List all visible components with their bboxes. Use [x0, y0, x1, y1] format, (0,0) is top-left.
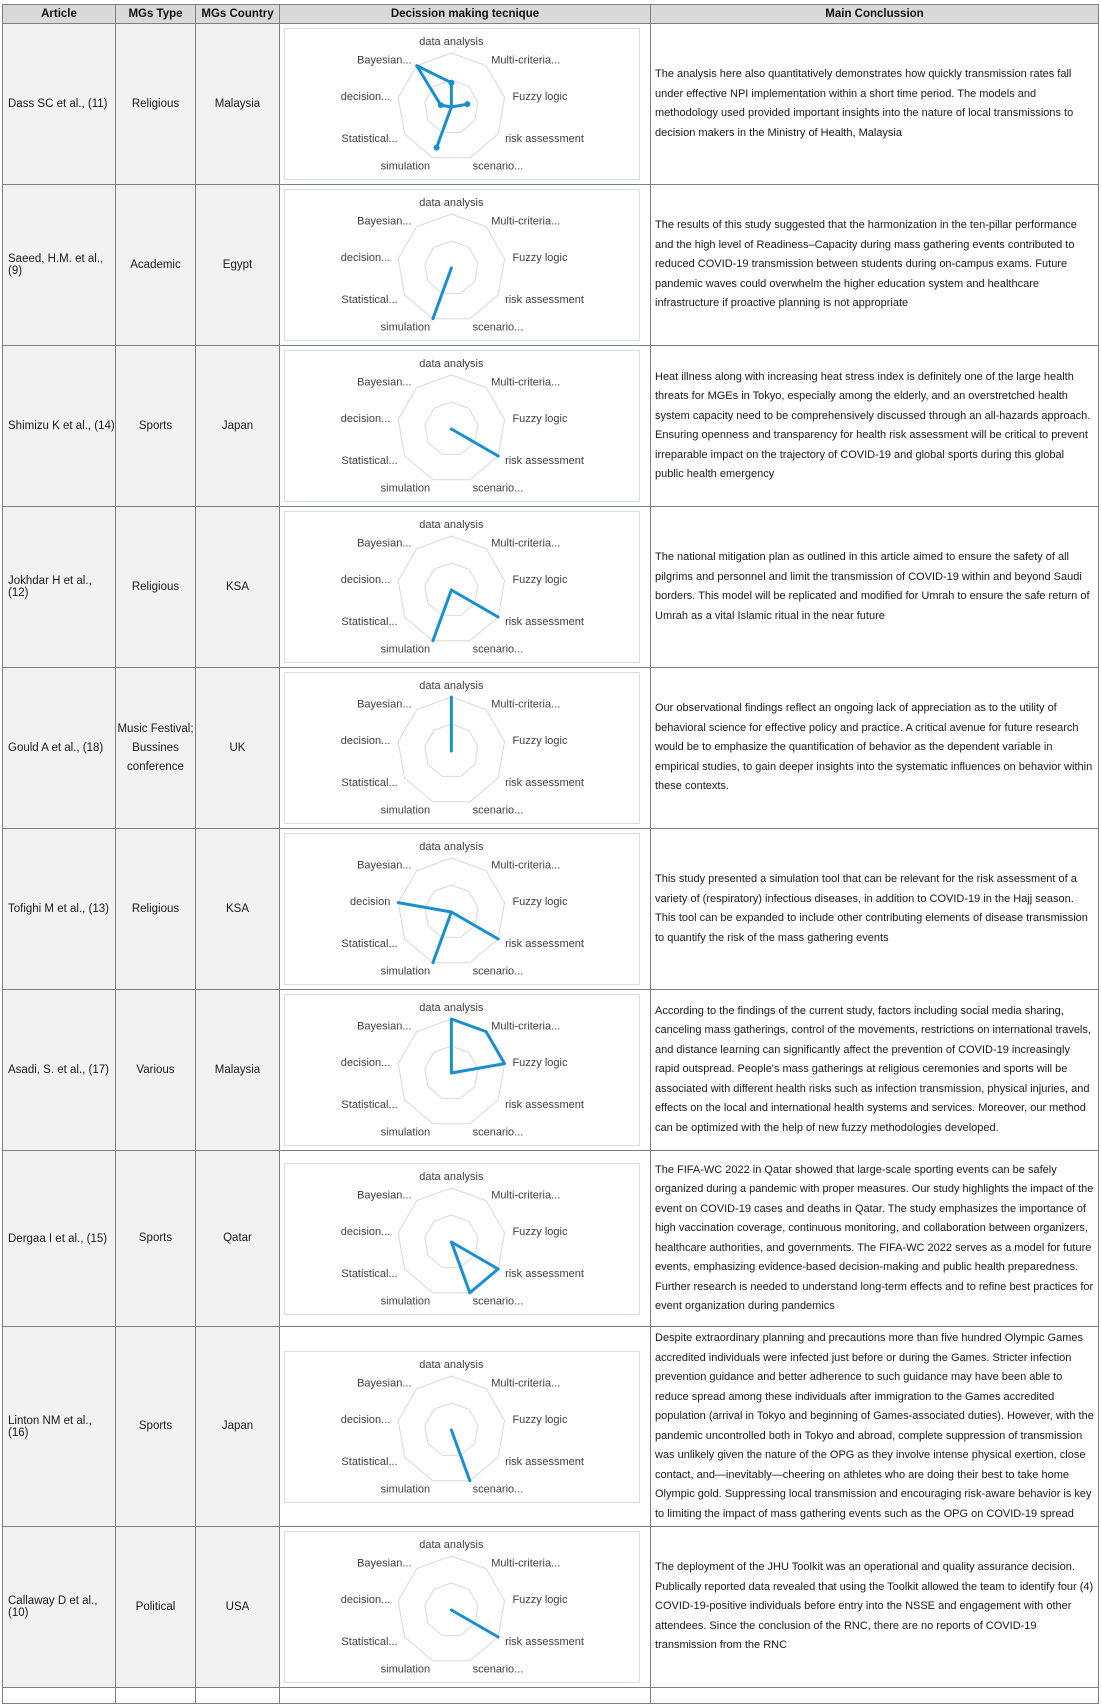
- axis-label-bayesian: Bayesian...: [357, 1377, 412, 1390]
- mgs-type-cell[interactable]: Sports: [116, 1327, 196, 1527]
- axis-label-decision: decision...: [340, 252, 391, 265]
- axis-label-statistical: Statistical...: [341, 133, 398, 145]
- axis-label-data-analysis: data analysis: [419, 1170, 484, 1183]
- axis-label-fuzzy-logic: Fuzzy logic: [512, 1057, 568, 1070]
- mgs-type-cell[interactable]: Sports: [116, 346, 196, 507]
- mgs-country-cell[interactable]: KSA: [196, 829, 280, 990]
- radar-chart-frame: [280, 990, 650, 1150]
- axis-label-multi-criteria: Multi-criteria...: [491, 698, 561, 711]
- conclusion-cell[interactable]: The deployment of the JHU Toolkit was an operational and quality assurance decision. Publically reported data revealed that using the Toolkit allowed the team to identify four (4) COVID-19-positive individuals before entry into the NSSE and engagement with other attendees. Since the conclusion of the RNC, there are no reports of COVID-19 transmission from the RNC: [651, 1527, 1099, 1688]
- mgs-type-cell[interactable]: Music Festival; Bussines conference: [116, 668, 196, 829]
- axis-label-statistical: Statistical...: [341, 1636, 398, 1648]
- conclusion-cell[interactable]: The national mitigation plan as outlined in this article aimed to ensure the safety of all pilgrims and personnel and limit the transmission of COVID-19 within and beyond Saudi borders. This model will be replicated and modified for Umrah to ensure the safe return of Umrah as a vital Islamic ritual in the near future: [651, 507, 1099, 668]
- radar-series-line[interactable]: [451, 1610, 498, 1637]
- article-cell[interactable]: Dergaa I et al., (15): [3, 1151, 116, 1327]
- axis-label-fuzzy-logic: Fuzzy logic: [512, 252, 568, 265]
- axis-label-fuzzy-logic: Fuzzy logic: [512, 1225, 568, 1238]
- axis-label-scenario: scenario...: [472, 1663, 524, 1676]
- axis-label-multi-criteria: Multi-criteria...: [491, 54, 561, 67]
- axis-label-decision: decision...: [340, 574, 391, 587]
- header-conclusion[interactable]: Main Conclussion: [651, 5, 1099, 24]
- axis-label-simulation: simulation: [380, 1294, 431, 1307]
- header-mgs-type[interactable]: MGs Type: [116, 5, 196, 24]
- radar-chart-plot-area[interactable]: [284, 28, 640, 180]
- axis-label-data-analysis: data analysis: [419, 680, 484, 692]
- radar-series-line[interactable]: [433, 590, 498, 641]
- conclusion-cell[interactable]: Our observational findings reflect an ongoing lack of appreciation as to the utility of behavioral science for effective policy and practice. A critical avenue for future research would be to emphasize the quantification of behavior as the dependent variable in empirical studies, to gain deeper insights into the systematic influences on behavior within these contexts.: [651, 668, 1099, 829]
- axis-label-simulation: simulation: [380, 160, 431, 173]
- radar-chart: [285, 190, 639, 340]
- radar-chart-frame: [280, 829, 650, 989]
- mgs-type-cell[interactable]: Sports: [116, 1151, 196, 1327]
- axis-label-bayesian: Bayesian...: [357, 215, 412, 228]
- radar-chart: [285, 1532, 639, 1682]
- technique-chart-cell[interactable]: [280, 990, 651, 1151]
- article-cell[interactable]: Saeed, H.M. et al., (9): [3, 185, 116, 346]
- table-row: [3, 24, 1099, 185]
- axis-label-simulation: simulation: [380, 1482, 431, 1495]
- axis-label-statistical: Statistical...: [341, 777, 398, 789]
- radar-chart-plot-area[interactable]: [284, 833, 640, 985]
- radar-chart-plot-area[interactable]: [284, 994, 640, 1146]
- radar-chart-plot-area[interactable]: [284, 1531, 640, 1683]
- radar-data-point[interactable]: [434, 145, 440, 151]
- radar-chart-frame: [280, 1347, 650, 1507]
- axis-label-fuzzy-logic: Fuzzy logic: [512, 91, 568, 104]
- axis-label-statistical: Statistical...: [341, 616, 398, 628]
- axis-label-bayesian: Bayesian...: [357, 859, 412, 872]
- axis-label-fuzzy-logic: Fuzzy logic: [512, 1413, 568, 1426]
- axis-label-decision: decision...: [340, 735, 391, 748]
- axis-label-decision: decision...: [340, 1057, 391, 1070]
- radar-series-line[interactable]: [398, 903, 498, 963]
- radar-chart-frame: [280, 1159, 650, 1319]
- axis-label-data-analysis: data analysis: [419, 1358, 484, 1371]
- header-row: [3, 5, 1099, 24]
- mgs-country-cell[interactable]: USA: [196, 1527, 280, 1688]
- axis-label-data-analysis: data analysis: [419, 358, 484, 370]
- radar-chart-plot-area[interactable]: [284, 1351, 640, 1503]
- radar-chart-frame: [280, 507, 650, 667]
- axis-label-fuzzy-logic: Fuzzy logic: [512, 574, 568, 587]
- table-row: [3, 346, 1099, 507]
- table-row: [3, 507, 1099, 668]
- technique-chart-cell[interactable]: [280, 668, 651, 829]
- conclusion-cell[interactable]: The analysis here also quantitatively demonstrates how quickly transmission rates fall under effective NPI implementation within a short time period. The models and methodology used provided important insights into the nature of local transmissions to decision makers in the Ministry of Health, Malaysia: [651, 24, 1099, 185]
- axis-label-simulation: simulation: [380, 965, 431, 978]
- table-row: [3, 668, 1099, 829]
- mgs-country-cell[interactable]: Malaysia: [196, 24, 280, 185]
- axis-label-scenario: scenario...: [472, 643, 524, 656]
- axis-label-data-analysis: data analysis: [419, 36, 484, 48]
- table-row: [3, 1151, 1099, 1327]
- axis-label-statistical: Statistical...: [341, 455, 398, 467]
- axis-label-statistical: Statistical...: [341, 1099, 398, 1111]
- table-row: [3, 990, 1099, 1151]
- article-cell[interactable]: Gould A et al., (18): [3, 668, 116, 829]
- radar-chart: [285, 351, 639, 501]
- radar-chart-frame: [280, 1527, 650, 1687]
- radar-chart-plot-area[interactable]: [284, 1163, 640, 1315]
- mgs-country-cell[interactable]: Japan: [196, 346, 280, 507]
- table-row: [3, 829, 1099, 990]
- radar-chart: [285, 673, 639, 823]
- axis-label-decision: decision...: [340, 413, 391, 426]
- axis-label-decision: decision...: [340, 1413, 391, 1426]
- radar-chart: [285, 29, 639, 179]
- axis-label-scenario: scenario...: [472, 1126, 524, 1139]
- axis-label-data-analysis: data analysis: [419, 1002, 484, 1014]
- empty-cell[interactable]: [116, 1688, 196, 1704]
- conclusion-cell[interactable]: The FIFA-WC 2022 in Qatar showed that large-scale sporting events can be safely organized during a pandemic with proper measures. Our study highlights the impact of the event on COVID-19 cases and deaths in Qatar. The study emphasizes the importance of high vaccination coverage, continuous monitoring, and collaboration between organizers, healthcare authorities, and governments. The FIFA-WC 2022 serves as a model for future events, emphasizing evidence-based decision-making and public health preparedness. Further research is needed to understand long-term effects and to refine best practices for event organization during pandemics: [651, 1151, 1099, 1327]
- radar-gridline: [398, 858, 504, 963]
- axis-label-risk-assessment: risk assessment: [505, 1267, 584, 1280]
- axis-label-multi-criteria: Multi-criteria...: [491, 215, 561, 228]
- axis-label-bayesian: Bayesian...: [357, 698, 412, 711]
- mgs-type-cell[interactable]: Religious: [116, 24, 196, 185]
- axis-label-multi-criteria: Multi-criteria...: [491, 1189, 561, 1202]
- axis-label-multi-criteria: Multi-criteria...: [491, 859, 561, 872]
- technique-chart-cell[interactable]: [280, 185, 651, 346]
- axis-label-scenario: scenario...: [472, 1482, 524, 1495]
- radar-gridline: [398, 1376, 504, 1481]
- header-article[interactable]: Article: [3, 5, 116, 24]
- empty-cell[interactable]: [3, 1688, 116, 1704]
- axis-label-bayesian: Bayesian...: [357, 54, 412, 67]
- axis-label-decision: decision...: [340, 1594, 391, 1607]
- article-cell[interactable]: Dass SC et al., (11): [3, 24, 116, 185]
- axis-label-data-analysis: data analysis: [419, 197, 484, 209]
- technique-chart-cell[interactable]: [280, 829, 651, 990]
- header-mgs-country[interactable]: MGs Country: [196, 5, 280, 24]
- radar-gridline: [398, 375, 504, 480]
- radar-chart-plot-area[interactable]: [284, 350, 640, 502]
- axis-label-risk-assessment: risk assessment: [505, 1455, 584, 1468]
- mgs-country-cell[interactable]: Qatar: [196, 1151, 280, 1327]
- radar-chart: [285, 1164, 639, 1314]
- radar-chart-frame: [280, 346, 650, 506]
- article-cell[interactable]: Callaway D et al., (10): [3, 1527, 116, 1688]
- axis-label-decision: decision...: [340, 91, 391, 104]
- article-cell[interactable]: Tofighi M et al., (13): [3, 829, 116, 990]
- axis-label-statistical: Statistical...: [341, 294, 398, 306]
- article-cell[interactable]: Asadi, S. et al., (17): [3, 990, 116, 1151]
- axis-label-fuzzy-logic: Fuzzy logic: [512, 1594, 568, 1607]
- axis-label-scenario: scenario...: [472, 160, 524, 173]
- axis-label-statistical: Statistical...: [341, 938, 398, 950]
- axis-label-risk-assessment: risk assessment: [505, 1636, 584, 1648]
- empty-cell[interactable]: [280, 1688, 651, 1704]
- empty-cell[interactable]: [196, 1688, 280, 1704]
- axis-label-risk-assessment: risk assessment: [505, 1099, 584, 1111]
- axis-label-multi-criteria: Multi-criteria...: [491, 1020, 561, 1033]
- axis-label-bayesian: Bayesian...: [357, 1557, 412, 1570]
- radar-gridline: [398, 536, 504, 641]
- article-cell[interactable]: Jokhdar H et al., (12): [3, 507, 116, 668]
- axis-label-scenario: scenario...: [472, 1294, 524, 1307]
- axis-label-multi-criteria: Multi-criteria...: [491, 376, 561, 389]
- radar-chart: [285, 512, 639, 662]
- axis-label-risk-assessment: risk assessment: [505, 455, 584, 467]
- axis-label-statistical: Statistical...: [341, 1267, 398, 1280]
- mgs-type-cell[interactable]: Religious: [116, 507, 196, 668]
- mgs-country-cell[interactable]: Japan: [196, 1327, 280, 1527]
- empty-row: [3, 1688, 1099, 1704]
- mgs-country-cell[interactable]: Malaysia: [196, 990, 280, 1151]
- radar-chart-frame: [280, 185, 650, 345]
- axis-label-multi-criteria: Multi-criteria...: [491, 537, 561, 550]
- technique-chart-cell[interactable]: [280, 1527, 651, 1688]
- axis-label-decision: decision: [349, 896, 391, 909]
- axis-label-fuzzy-logic: Fuzzy logic: [512, 413, 568, 426]
- technique-chart-cell[interactable]: [280, 507, 651, 668]
- conclusion-cell[interactable]: Heat illness along with increasing heat stress index is definitely one of the large health threats for MGEs in Tokyo, especially among the elderly, and an overstretched health system capacity need to be comprehensively discussed through an all-hazards approach. Ensuring openness and transparency for health risk assessment will be critical to prevent irreparable impact on the trajectory of COVID-19 and global sports during this global public health emergency: [651, 346, 1099, 507]
- radar-gridline: [398, 1556, 504, 1661]
- axis-label-simulation: simulation: [380, 643, 431, 656]
- axis-label-decision: decision...: [340, 1225, 391, 1238]
- article-cell[interactable]: Linton NM et al., (16): [3, 1327, 116, 1527]
- radar-chart-plot-area[interactable]: [284, 189, 640, 341]
- empty-cell[interactable]: [651, 1688, 1099, 1704]
- mgs-type-cell[interactable]: Academic: [116, 185, 196, 346]
- radar-chart: [285, 995, 639, 1145]
- axis-label-bayesian: Bayesian...: [357, 1189, 412, 1202]
- axis-label-multi-criteria: Multi-criteria...: [491, 1557, 561, 1570]
- axis-label-statistical: Statistical...: [341, 1455, 398, 1468]
- radar-chart-frame: [280, 24, 650, 184]
- mgs-type-cell[interactable]: Religious: [116, 829, 196, 990]
- axis-label-bayesian: Bayesian...: [357, 537, 412, 550]
- technique-chart-cell[interactable]: [280, 346, 651, 507]
- mgs-type-cell[interactable]: Political: [116, 1527, 196, 1688]
- conclusion-cell[interactable]: According to the findings of the current study, factors including social media sharing, canceling mass gatherings, control of the movements, restrictions on international travels, and distance learning can significantly affect the prevention of COVID-19 increasingly rapid outspread. People's mass gatherings at religious ceremonies and sports will be associated with different health risks such as infection transmission, physical injuries, and effects on the local and international health systems and services. Moreover, our method can be optimized with the help of new fuzzy methodologies developed.: [651, 990, 1099, 1151]
- axis-label-scenario: scenario...: [472, 482, 524, 495]
- axis-label-simulation: simulation: [380, 482, 431, 495]
- axis-label-multi-criteria: Multi-criteria...: [491, 1377, 561, 1390]
- conclusion-cell[interactable]: This study presented a simulation tool that can be relevant for the risk assessment of a variety of (respiratory) infectious diseases, in addition to COVID-19 in the Hajj season. This tool can be expanded to include other contributing elements of disease transmission to quantify the risk of the mass gathering events: [651, 829, 1099, 990]
- technique-chart-cell[interactable]: [280, 24, 651, 185]
- radar-chart: [285, 834, 639, 984]
- axis-label-risk-assessment: risk assessment: [505, 777, 584, 789]
- axis-label-scenario: scenario...: [472, 965, 524, 978]
- axis-label-simulation: simulation: [380, 1126, 431, 1139]
- axis-label-data-analysis: data analysis: [419, 841, 484, 853]
- axis-label-risk-assessment: risk assessment: [505, 133, 584, 145]
- axis-label-simulation: simulation: [380, 321, 431, 334]
- radar-data-point[interactable]: [438, 102, 444, 108]
- technique-chart-cell[interactable]: [280, 1327, 651, 1527]
- axis-label-fuzzy-logic: Fuzzy logic: [512, 896, 568, 909]
- table-row: [3, 185, 1099, 346]
- axis-label-data-analysis: data analysis: [419, 519, 484, 531]
- mgs-country-cell[interactable]: KSA: [196, 507, 280, 668]
- header-technique[interactable]: Decission making tecnique: [280, 5, 651, 24]
- radar-chart-plot-area[interactable]: [284, 672, 640, 824]
- radar-data-point[interactable]: [448, 80, 454, 86]
- radar-chart-plot-area[interactable]: [284, 511, 640, 663]
- axis-label-data-analysis: data analysis: [419, 1539, 484, 1551]
- conclusion-cell[interactable]: Despite extraordinary planning and precautions more than five hundred Olympic Games accredited individuals were infected just before or during the Games. Stricter infection prevention guidance and better adherence to such guidance may have been able to reduce spread among these individuals after immigration to the Games accredited population (arrival in Tokyo and beginning of Games-associated duties). However, with the pandemic uncontrolled both in Tokyo and abroad, complete suppression of transmission was unlikely given the nature of the OPG as they involve intense physical exertion, close contact, and—inevitably—cheering on athletes who are doing their best to take home Olympic gold. Suppressing local transmission and encouraging risk-aware behavior is key to limiting the impact of mass gathering events such as the OPG on COVID-19 spread: [651, 1327, 1099, 1527]
- axis-label-bayesian: Bayesian...: [357, 1020, 412, 1033]
- review-table: [2, 4, 1099, 1704]
- axis-label-fuzzy-logic: Fuzzy logic: [512, 735, 568, 748]
- technique-chart-cell[interactable]: [280, 1151, 651, 1327]
- axis-label-simulation: simulation: [380, 804, 431, 817]
- radar-chart-frame: [280, 668, 650, 828]
- axis-label-scenario: scenario...: [472, 321, 524, 334]
- conclusion-cell[interactable]: The results of this study suggested that the harmonization in the ten-pillar performance and the high level of Readiness–Capacity during mass gathering events contributed to reduced COVID-19 transmission between students during on-campus exams. Future pandemic waves could overwhelm the higher education system and healthcare infrastructure if proactive planning is not appropriate: [651, 185, 1099, 346]
- mgs-country-cell[interactable]: Egypt: [196, 185, 280, 346]
- axis-label-risk-assessment: risk assessment: [505, 294, 584, 306]
- axis-label-bayesian: Bayesian...: [357, 376, 412, 389]
- radar-gridline: [398, 214, 504, 319]
- axis-label-simulation: simulation: [380, 1663, 431, 1676]
- axis-label-scenario: scenario...: [472, 804, 524, 817]
- table-row: [3, 1527, 1099, 1688]
- radar-series-line[interactable]: [451, 429, 498, 456]
- article-cell[interactable]: Shimizu K et al., (14): [3, 346, 116, 507]
- axis-label-risk-assessment: risk assessment: [505, 938, 584, 950]
- axis-label-risk-assessment: risk assessment: [505, 616, 584, 628]
- radar-chart: [285, 1352, 639, 1502]
- mgs-country-cell[interactable]: UK: [196, 668, 280, 829]
- radar-data-point[interactable]: [464, 101, 470, 107]
- table-row: [3, 1327, 1099, 1527]
- mgs-type-cell[interactable]: Various: [116, 990, 196, 1151]
